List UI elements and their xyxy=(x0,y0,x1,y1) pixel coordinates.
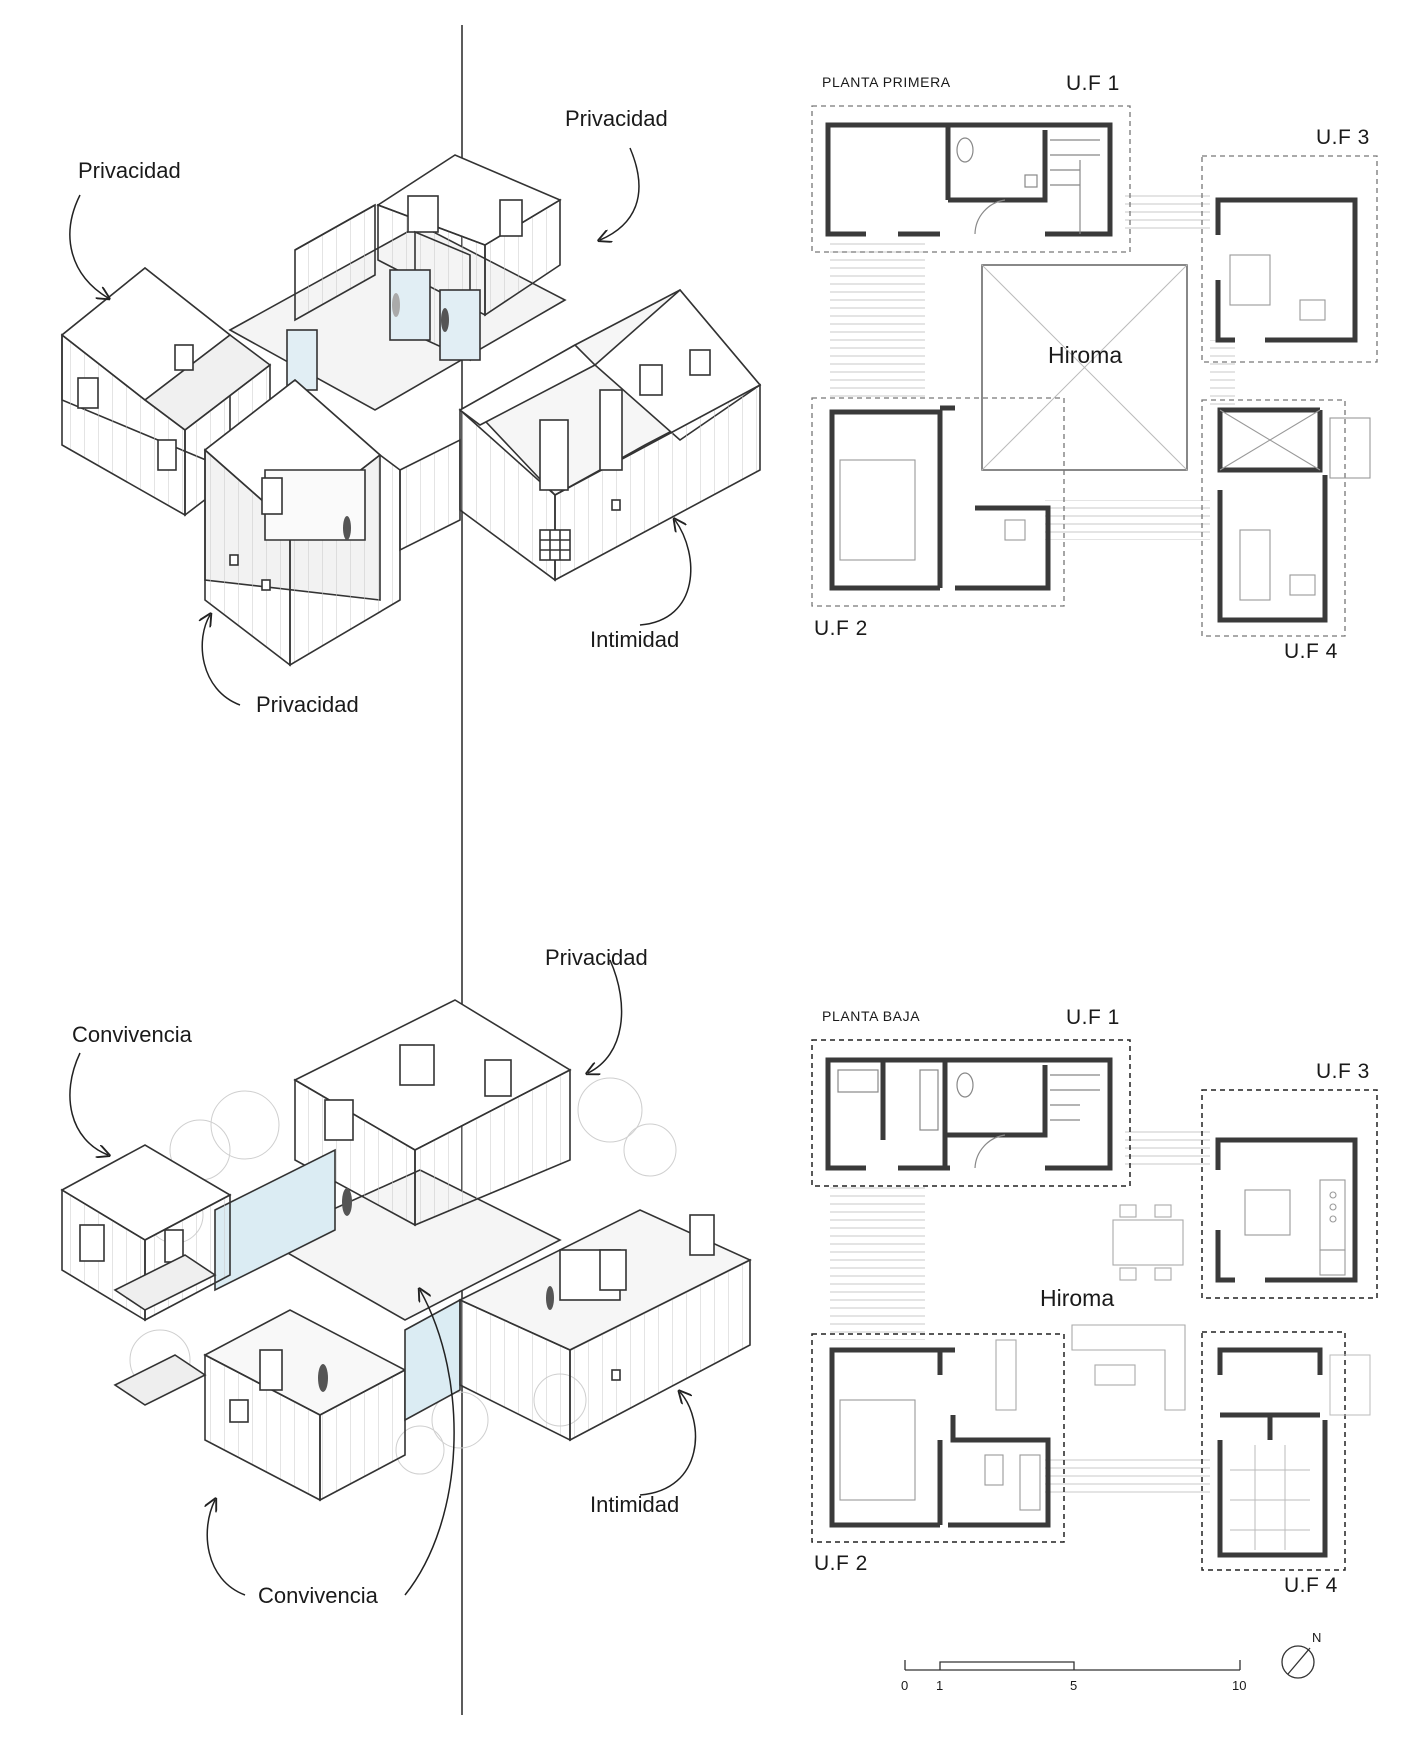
plan-bottom-hiroma: Hiroma xyxy=(1040,1285,1115,1311)
plan-bottom-uf1: U.F 1 xyxy=(1066,1006,1120,1029)
iso-bottom-drawing xyxy=(62,1000,750,1500)
scale-tick-0: 0 xyxy=(901,1678,909,1693)
plan-bottom-uf2: U.F 2 xyxy=(814,1552,868,1575)
plan-bottom-uf3: U.F 3 xyxy=(1316,1060,1370,1083)
label-intimidad-bottom: Intimidad xyxy=(590,1492,680,1517)
north-arrow-graphic xyxy=(1282,1646,1314,1678)
plan-bottom-uf4: U.F 4 xyxy=(1284,1574,1338,1597)
scale-tick-1: 1 xyxy=(936,1678,944,1693)
iso-top-drawing xyxy=(62,155,760,665)
label-convivencia-bottom: Convivencia xyxy=(258,1583,378,1608)
plan-bottom-title: PLANTA BAJA xyxy=(822,1008,921,1024)
plan-top-uf1: U.F 1 xyxy=(1066,72,1120,95)
label-convivencia-left: Convivencia xyxy=(72,1022,192,1047)
plan-top xyxy=(812,106,1377,636)
plan-top-uf2: U.F 2 xyxy=(814,617,868,640)
scale-tick-5: 5 xyxy=(1070,1678,1078,1693)
plan-top-uf4: U.F 4 xyxy=(1284,640,1338,663)
scale-bar-graphic xyxy=(905,1660,1240,1670)
label-privacidad-right-bottom: Privacidad xyxy=(545,945,648,970)
label-privacidad-left: Privacidad xyxy=(78,158,181,183)
label-privacidad-bottom: Privacidad xyxy=(256,692,359,717)
plan-top-uf3: U.F 3 xyxy=(1316,126,1370,149)
plan-top-hiroma: Hiroma xyxy=(1048,342,1123,368)
plan-top-title: PLANTA PRIMERA xyxy=(822,74,951,90)
label-intimidad-top: Intimidad xyxy=(590,627,680,652)
label-privacidad-right: Privacidad xyxy=(565,106,668,131)
scale-tick-10: 10 xyxy=(1232,1678,1247,1693)
north-label: N xyxy=(1312,1630,1322,1645)
